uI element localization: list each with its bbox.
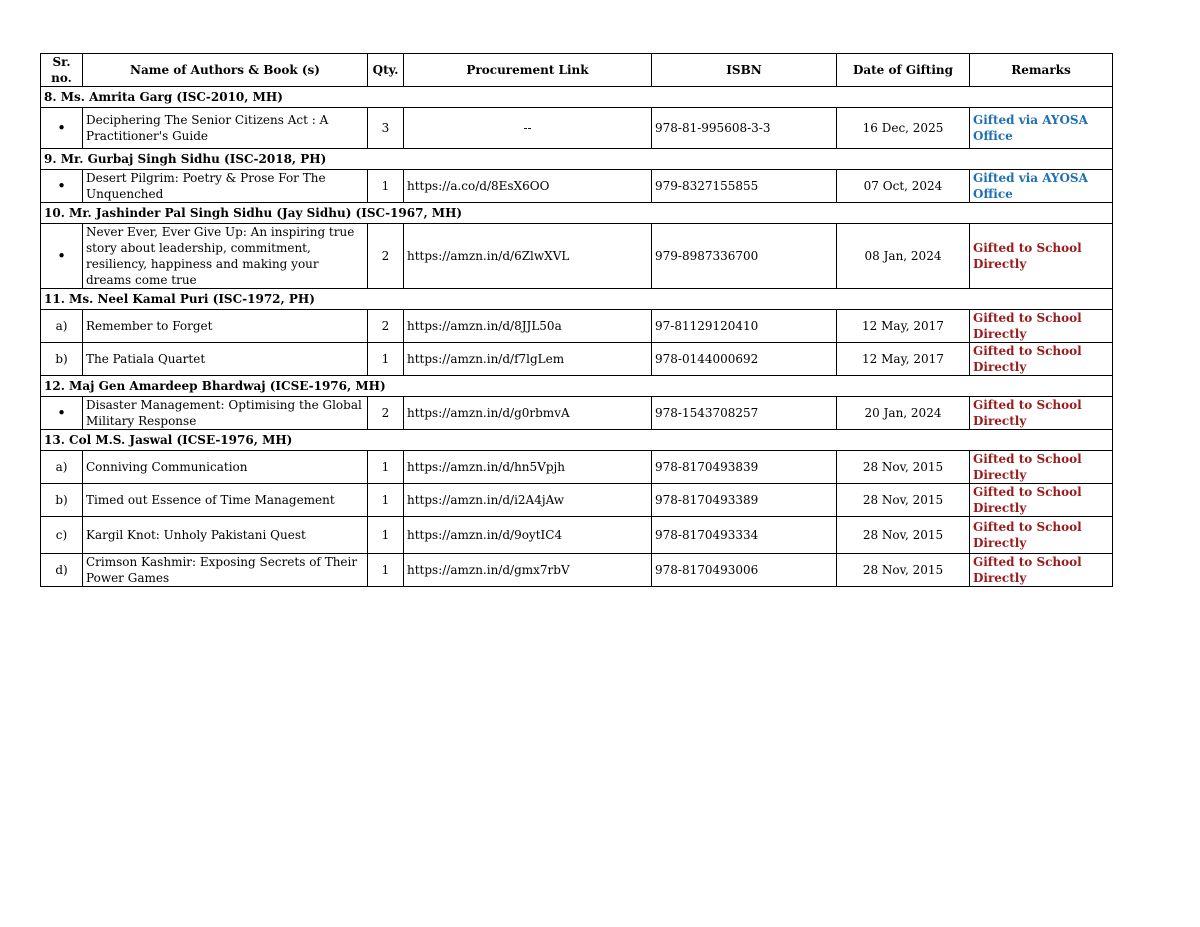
- cell-procurement-link: https://amzn.in/d/f7lgLem: [404, 343, 652, 376]
- section-title: 12. Maj Gen Amardeep Bhardwaj (ICSE-1976, MH): [41, 376, 1113, 397]
- cell-sr: •: [41, 397, 83, 430]
- cell-sr: •: [41, 108, 83, 149]
- cell-qty: 1: [368, 170, 404, 203]
- cell-date: 28 Nov, 2015: [837, 554, 970, 587]
- cell-procurement-link: https://amzn.in/d/8JJL50a: [404, 310, 652, 343]
- cell-remarks: Gifted to School Directly: [970, 517, 1113, 554]
- cell-procurement-link: https://amzn.in/d/i2A4jAw: [404, 484, 652, 517]
- table-row: [41, 108, 1113, 149]
- cell-isbn: 978-8170493389: [652, 484, 837, 517]
- cell-book-name: The Patiala Quartet: [83, 343, 368, 376]
- cell-book-name: Kargil Knot: Unholy Pakistani Quest: [83, 517, 368, 554]
- section-header-row: [41, 149, 1113, 170]
- header-name: Name of Authors & Book (s): [83, 54, 368, 87]
- cell-qty: 2: [368, 397, 404, 430]
- section-title: 10. Mr. Jashinder Pal Singh Sidhu (Jay Sidhu) (ISC-1967, MH): [41, 203, 1113, 224]
- header-remarks: Remarks: [970, 54, 1113, 87]
- cell-isbn: 97-81129120410: [652, 310, 837, 343]
- cell-isbn: 978-8170493006: [652, 554, 837, 587]
- cell-sr: a): [41, 451, 83, 484]
- cell-remarks: Gifted to School Directly: [970, 397, 1113, 430]
- section-title: 8. Ms. Amrita Garg (ISC-2010, MH): [41, 87, 1113, 108]
- cell-procurement-link: --: [404, 108, 652, 149]
- cell-sr: a): [41, 310, 83, 343]
- cell-remarks: Gifted to School Directly: [970, 224, 1113, 289]
- cell-book-name: Conniving Communication: [83, 451, 368, 484]
- cell-sr: c): [41, 517, 83, 554]
- table-body: [41, 87, 1113, 587]
- header-date: Date of Gifting: [837, 54, 970, 87]
- header-qty: Qty.: [368, 54, 404, 87]
- section-header-row: [41, 289, 1113, 310]
- table-row: [41, 170, 1113, 203]
- cell-date: 07 Oct, 2024: [837, 170, 970, 203]
- cell-qty: 2: [368, 310, 404, 343]
- section-header-row: [41, 430, 1113, 451]
- section-title: 11. Ms. Neel Kamal Puri (ISC-1972, PH): [41, 289, 1113, 310]
- cell-book-name: Never Ever, Ever Give Up: An inspiring true story about leadership, commitment, resiliency, happiness and making your dreams come true: [83, 224, 368, 289]
- cell-isbn: 978-0144000692: [652, 343, 837, 376]
- cell-remarks: Gifted via AYOSA Office: [970, 108, 1113, 149]
- cell-book-name: Deciphering The Senior Citizens Act : A Practitioner's Guide: [83, 108, 368, 149]
- section-header-row: [41, 203, 1113, 224]
- cell-qty: 1: [368, 451, 404, 484]
- table-row: [41, 554, 1113, 587]
- cell-qty: 2: [368, 224, 404, 289]
- table-row: [41, 397, 1113, 430]
- cell-sr: b): [41, 343, 83, 376]
- cell-remarks: Gifted to School Directly: [970, 343, 1113, 376]
- section-title: 13. Col M.S. Jaswal (ICSE-1976, MH): [41, 430, 1113, 451]
- cell-sr: b): [41, 484, 83, 517]
- cell-remarks: Gifted to School Directly: [970, 310, 1113, 343]
- books-table: [40, 53, 1113, 587]
- section-header-row: [41, 87, 1113, 108]
- cell-remarks: Gifted to School Directly: [970, 451, 1113, 484]
- cell-remarks: Gifted via AYOSA Office: [970, 170, 1113, 203]
- cell-date: 28 Nov, 2015: [837, 517, 970, 554]
- cell-date: 28 Nov, 2015: [837, 484, 970, 517]
- table-row: [41, 451, 1113, 484]
- cell-qty: 3: [368, 108, 404, 149]
- table-row: [41, 310, 1113, 343]
- cell-book-name: Disaster Management: Optimising the Global Military Response: [83, 397, 368, 430]
- cell-procurement-link: https://amzn.in/d/6ZlwXVL: [404, 224, 652, 289]
- cell-isbn: 978-1543708257: [652, 397, 837, 430]
- cell-isbn: 979-8987336700: [652, 224, 837, 289]
- cell-qty: 1: [368, 517, 404, 554]
- header-row: [41, 54, 1113, 87]
- header-link: Procurement Link: [404, 54, 652, 87]
- section-header-row: [41, 376, 1113, 397]
- header-isbn: ISBN: [652, 54, 837, 87]
- cell-isbn: 979-8327155855: [652, 170, 837, 203]
- cell-qty: 1: [368, 343, 404, 376]
- cell-book-name: Desert Pilgrim: Poetry & Prose For The Unquenched: [83, 170, 368, 203]
- cell-sr: •: [41, 224, 83, 289]
- cell-book-name: Crimson Kashmir: Exposing Secrets of Their Power Games: [83, 554, 368, 587]
- cell-remarks: Gifted to School Directly: [970, 484, 1113, 517]
- cell-book-name: Timed out Essence of Time Management: [83, 484, 368, 517]
- table-row: [41, 517, 1113, 554]
- cell-procurement-link: https://amzn.in/d/hn5Vpjh: [404, 451, 652, 484]
- table-row: [41, 343, 1113, 376]
- cell-date: 12 May, 2017: [837, 310, 970, 343]
- cell-book-name: Remember to Forget: [83, 310, 368, 343]
- cell-date: 16 Dec, 2025: [837, 108, 970, 149]
- cell-isbn: 978-8170493839: [652, 451, 837, 484]
- cell-remarks: Gifted to School Directly: [970, 554, 1113, 587]
- cell-qty: 1: [368, 484, 404, 517]
- cell-date: 08 Jan, 2024: [837, 224, 970, 289]
- cell-date: 12 May, 2017: [837, 343, 970, 376]
- table-row: [41, 224, 1113, 289]
- cell-procurement-link: https://amzn.in/d/g0rbmvA: [404, 397, 652, 430]
- table-row: [41, 484, 1113, 517]
- cell-date: 20 Jan, 2024: [837, 397, 970, 430]
- cell-procurement-link: https://amzn.in/d/gmx7rbV: [404, 554, 652, 587]
- cell-procurement-link: https://amzn.in/d/9oytIC4: [404, 517, 652, 554]
- section-title: 9. Mr. Gurbaj Singh Sidhu (ISC-2018, PH): [41, 149, 1113, 170]
- cell-isbn: 978-81-995608-3-3: [652, 108, 837, 149]
- cell-sr: •: [41, 170, 83, 203]
- cell-date: 28 Nov, 2015: [837, 451, 970, 484]
- header-sr: Sr. no.: [41, 54, 83, 87]
- cell-isbn: 978-8170493334: [652, 517, 837, 554]
- cell-qty: 1: [368, 554, 404, 587]
- cell-sr: d): [41, 554, 83, 587]
- cell-procurement-link: https://a.co/d/8EsX6OO: [404, 170, 652, 203]
